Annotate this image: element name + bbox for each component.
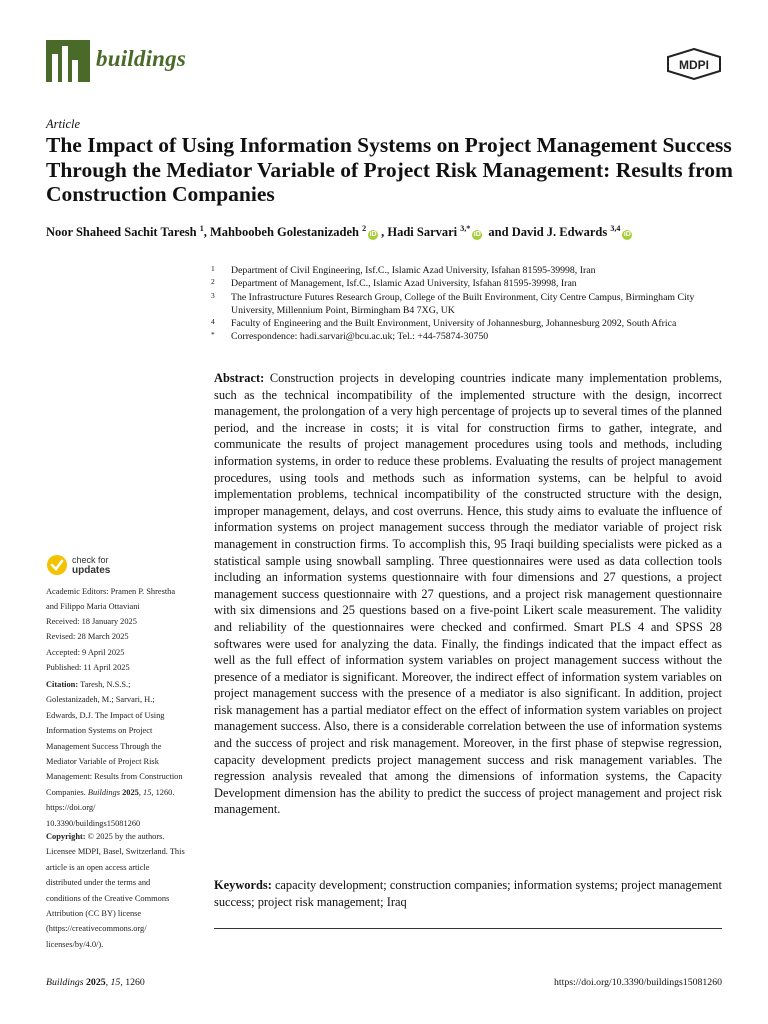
orcid-icon[interactable]: iD [473,231,481,239]
check-updates-line2: updates [72,565,111,576]
citation-label: Citation: [46,680,79,689]
citation-volume: 15 [143,787,152,797]
copyright-text: © 2025 by the authors. Licensee MDPI, Basel, Switzerland. This article is an open access article distributed under the terms and conditions of the Creative Commons Attribution (CC BY) license (https://creativecommons.org/ licenses/by/4.0/). [46,832,185,949]
check-updates-icon [46,554,68,576]
author-separator: , [381,225,388,240]
author-name[interactable]: Mahboobeh Golestanizadeh [210,225,363,240]
academic-editors: Academic Editors: Pramen P. Shrestha and Filippo Maria Ottaviani [46,587,176,612]
author-name[interactable]: Noor Shaheed Sachit Taresh [46,225,200,240]
abstract [214,370,722,818]
affiliation-text: Correspondence: hadi.sarvari@bcu.ac.uk; Tel.: +44-75874-30750 [231,331,489,343]
affiliation-item [211,317,731,330]
footer-year: 2025 [86,977,106,988]
footer-volume: 15 [110,977,121,988]
keywords-label: Keywords: [214,878,272,892]
sidebar-citation: Citation: Taresh, N.S.S.; Golestanizadeh, M.; Sarvari, H.; Edwards, D.J. The Impact of Using Information Systems on Project Management Success Through the Mediator Variable of Project Risk Management: Results from Construction Companies. Buildings 2025, 15, 1260. https://doi.org/ 10.3390/buildings15081260 [46,680,183,828]
article-title: The Impact of Using Information Systems on Project Management Success Through the Mediator Variable of Project Risk Management: Results from Construction Companies [46,133,733,206]
author-name[interactable]: Hadi Sarvari [387,225,461,240]
mdpi-logo-text: MDPI [679,58,709,72]
affiliation-number: * [211,330,215,340]
affiliation-item [211,264,731,277]
orcid-icon[interactable]: iD [369,231,377,239]
sidebar-dates [46,614,186,676]
abstract-text: Construction projects in developing countries indicate many implementation problems, such as the technical incompatibility of the implemented structure with the design, incorrect management, the prolongation of a very high percentage of projects up to several times of the planned period, and the increase in costs; it is vital for construction firms to gather, integrate, and communicate the results of project management procedures using tools and methods, including information systems, in order to reduce these problems. Evaluating the results of project management procedures, using tools and methods such as information systems, can be helpful to avoid implementation problems, technical incompatibility of the constructed structure with the design, improper management, delays, and cost overruns. Hence, this study aims to evaluate the influence of information systems on project management success through the mediator variable of project risk management in construction firms. To accomplish this, 95 Iraqi building specialists were picked as a statistical sample using snowball sampling. Three questionnaires were used as data collection tools including an information systems questionnaire with four dimensions and 27 questions, a project management success questionnaire with 27 questions, and a project risk management questionnaire with six dimensions and 25 questions based on a five-point Likert scale measurement. The validity and reliability of the questionnaires were checked and confirmed. Smart PLS 4 and SPSS 28 softwares were used for analyzing the data. Finally, the findings indicated that the impact effect as well as the full effect of information system variables on project management success without the presence of a mediator is significant. Moreover, the indirect effect of information system variables on project management success with the presence of a mediator is also significant. In addition, project risk management has a partial mediator effect on the effect of information system variables on project management success. Also, there is a considerable correlation between the use of information systems and the success of project and risk management. Moreover, in the first phase of stepwise regression, capacity development predicts project management success and risk management variables. The regression analysis revealed that among the dimensions of information systems, the Capacity Development dimension has the ability to predict the success of project management and project risk management. [214,371,722,817]
check-for-updates-button[interactable] [46,554,166,576]
check-updates-label [72,555,110,576]
affiliation-text: Faculty of Engineering and the Built Environment, University of Johannesburg, Johannesburg 2092, South Africa [231,318,677,330]
author-separator: and [485,225,512,240]
mdpi-logo-icon [666,48,722,80]
buildings-logo-icon [46,40,90,82]
received-date: Received: 18 January 2025 [46,617,137,626]
affiliation-list [211,264,731,344]
citation-pages: , 1260. https://doi.org/ 10.3390/buildings15081260 [46,787,175,828]
footer-doi-link[interactable]: https://doi.org/10.3390/buildings15081260 [553,977,722,988]
affiliation-item [211,277,731,290]
affiliation-text: Department of Civil Engineering, Isf.C., Islamic Azad University, Isfahan 81595-39998, Iran [231,265,596,276]
orcid-icon[interactable]: iD [623,231,631,239]
affiliation-number: 1 [211,264,215,273]
affiliation-text: The Infrastructure Futures Research Group, College of the Built Environment, City Centre Campus, Birmingham City University, Millennium Point, Birmingham B4 7XG, UK [231,291,695,316]
citation-text: Taresh, N.S.S.; Golestanizadeh, M.; Sarvari, H.; Edwards, D.J. The Impact of Using Information Systems on Project Management Success Through the Mediator Variable of Project Risk Management: Results from Construction Companies. [46,680,183,797]
journal-name: buildings [96,46,187,71]
affiliation-text: Department of Management, Isf.C., Islamic Azad University, Isfahan 81595-39998, Iran [231,278,577,290]
article-type: Article [46,117,81,131]
sidebar-editors [46,584,186,615]
affiliation-number: 2 [211,277,215,287]
author-separator: , [203,225,210,240]
author-affiliation-marker: 3,* [460,224,471,233]
section-divider [214,928,722,929]
citation-journal: Buildings [87,787,120,797]
affiliation-item [211,330,731,343]
affiliation-number: 3 [211,290,215,300]
footer-article-no: , 1260 [120,977,145,988]
abstract-label: Abstract: [214,371,265,385]
author-name[interactable]: David J. Edwards [511,225,611,240]
author-affiliation-marker: 2 [362,224,367,233]
sidebar-copyright [46,829,186,952]
published-date: Published: 11 April 2025 [46,663,130,673]
affiliation-item [211,291,731,318]
check-updates-line1: check for [72,555,109,565]
author-affiliation-marker: 3,4 [610,224,621,233]
revised-date: Revised: 28 March 2025 [46,632,129,642]
citation-year: 2025 [122,787,139,797]
footer-citation: Buildings 2025, 15, 1260 [46,977,145,988]
keywords [214,877,722,910]
footer-journal: Buildings [46,977,84,988]
keywords-text: capacity development; construction companies; information systems; project management success; project risk management; Iraq [214,878,722,909]
accepted-date: Accepted: 9 April 2025 [46,647,125,657]
copyright-label: Copyright: [46,832,86,841]
author-list [46,224,736,240]
author-affiliation-marker: 1 [199,224,204,233]
affiliation-number: 4 [211,317,215,327]
